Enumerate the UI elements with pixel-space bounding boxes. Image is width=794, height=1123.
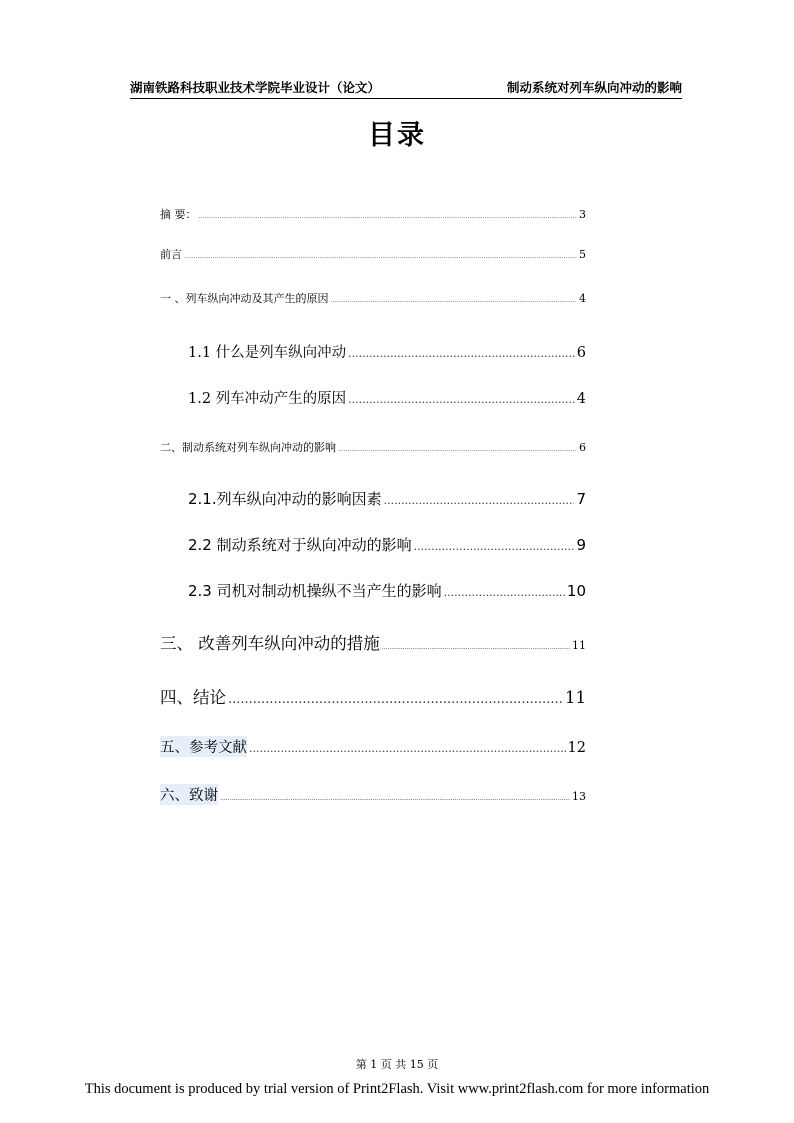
toc-entry[interactable] — [188, 534, 586, 555]
toc-entry-label: 四、结论 — [160, 688, 226, 707]
toc-entry-label: 五、参考文献 — [160, 736, 247, 757]
page-number: 第 1 页 共 15 页 — [355, 1058, 439, 1071]
toc-entry-page: 10 — [566, 582, 586, 600]
toc-entry[interactable] — [188, 387, 586, 408]
toc-entry[interactable] — [160, 206, 586, 222]
toc-leader — [444, 586, 565, 599]
toc-entry-page: 9 — [576, 536, 586, 554]
toc-leader — [348, 347, 575, 360]
toc-entry-page: 4 — [579, 292, 586, 305]
header-right: 制动系统对列车纵向冲动的影响 — [506, 80, 682, 95]
toc-entry[interactable] — [160, 439, 586, 455]
toc-entry[interactable] — [160, 290, 586, 306]
toc-entry-page: 12 — [567, 740, 586, 756]
toc-entry-page: 5 — [579, 248, 586, 261]
toc-entry-page: 11 — [572, 639, 586, 652]
toc-entry-page: 11 — [565, 688, 586, 707]
toc-leader — [199, 213, 578, 220]
toc-leader — [331, 297, 578, 304]
toc-entry-label: 前言 — [160, 248, 182, 261]
toc-entry-label: 三、 改善列车纵向冲动的措施 — [160, 634, 380, 653]
toc-leader — [338, 446, 577, 453]
toc-entry-page: 13 — [572, 790, 586, 803]
toc-entry[interactable] — [160, 246, 586, 262]
page-title: 目录 — [368, 120, 426, 151]
toc-entry-label: 2.2 制动系统对于纵向冲动的影响 — [188, 536, 412, 554]
toc-entry-label: 2.1.列车纵向冲动的影响因素 — [188, 490, 382, 508]
toc-entry-label: 1.2 列车冲动产生的原因 — [188, 391, 347, 407]
running-header — [130, 76, 682, 99]
toc-entry-label: 2.3 司机对制动机操纵不当产生的影响 — [188, 582, 442, 600]
toc-entry-label: 六、致谢 — [160, 784, 218, 805]
toc-leader — [382, 644, 570, 651]
toc-entry-label: 二、制动系统对列车纵向冲动的影响 — [160, 441, 336, 454]
toc-leader — [184, 253, 577, 260]
toc-leader — [220, 795, 570, 802]
toc-entry[interactable] — [188, 580, 586, 601]
toc-entry[interactable] — [160, 630, 586, 654]
toc-entry-label: 1.1 什么是列车纵向冲动 — [188, 345, 347, 361]
toc-leader — [384, 494, 575, 507]
toc-entry[interactable] — [188, 488, 586, 509]
toc-leader — [249, 742, 566, 755]
toc-leader — [348, 393, 575, 406]
toc-entry-page: 3 — [579, 208, 586, 221]
toc-entry-label: 一 、列车纵向冲动及其产生的原因 — [160, 292, 329, 305]
toc-entry-page: 7 — [576, 490, 586, 508]
toc-entry-page: 4 — [576, 391, 586, 407]
header-left: 湖南铁路科技职业技术学院毕业设计（论文） — [130, 80, 381, 95]
toc-entry-page: 6 — [576, 345, 586, 361]
toc-entry[interactable] — [160, 784, 586, 805]
toc-entry-label: 摘 要： — [160, 208, 197, 221]
toc-leader — [228, 692, 563, 707]
toc-entry[interactable] — [160, 684, 586, 708]
toc-entry[interactable] — [160, 736, 586, 757]
toc-leader — [414, 540, 575, 553]
toc-entry-page: 6 — [579, 441, 586, 454]
trial-watermark-text: This document is produced by trial version of Print2Flash. Visit www.print2flash.com for more information — [84, 1081, 710, 1097]
toc-entry[interactable] — [188, 341, 586, 362]
